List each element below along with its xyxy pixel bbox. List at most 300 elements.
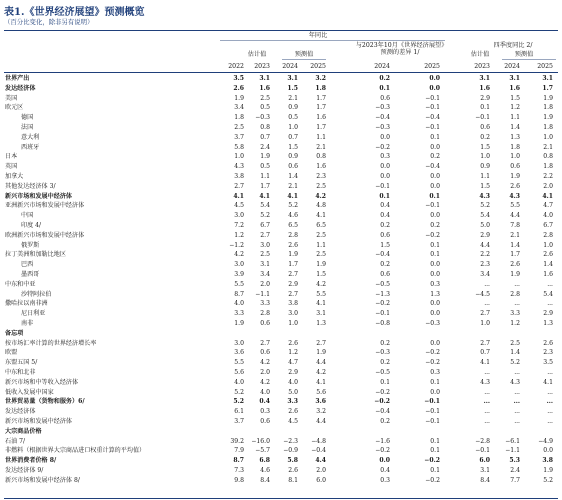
cell-value: 0.8 <box>543 153 553 161</box>
cell-value: 2.3 <box>480 261 490 269</box>
cell-value: 3.7 <box>234 418 244 425</box>
cell-value: 7.2 <box>234 222 244 229</box>
cell-value: 3.1 <box>259 75 270 82</box>
cell-value: −0.5 <box>375 280 390 288</box>
row-label: 美国 <box>5 94 18 102</box>
header-bottom-rule <box>4 72 558 73</box>
year-header: 2025 <box>537 63 553 70</box>
row-label: 欧洲新兴市场和发展中经济体 <box>5 231 85 239</box>
cell-value: −6.1 <box>505 437 520 445</box>
cell-value: 2.1 <box>288 182 298 190</box>
cell-value: 6.5 <box>316 222 326 229</box>
cell-value: 1.8 <box>234 114 244 122</box>
cell-value: −0.1 <box>424 398 440 406</box>
row-label: 中东和北非 <box>5 369 36 376</box>
cell-value: 0.1 <box>430 133 440 141</box>
cell-value: 1.6 <box>479 84 490 92</box>
cell-value: 9.8 <box>234 476 244 484</box>
cell-value: −4.8 <box>311 437 326 445</box>
cell-value: ... <box>514 280 520 288</box>
cell-value: 0.7 <box>288 133 298 141</box>
cell-value: 1.2 <box>234 231 244 239</box>
group-yoy-header: 年同比 <box>308 32 328 39</box>
cell-value: 0.1 <box>480 104 490 112</box>
table-row <box>0 250 562 259</box>
table-row <box>0 417 562 426</box>
cell-value: 1.1 <box>316 133 326 141</box>
cell-value: 1.7 <box>316 104 326 112</box>
cell-value: 1.8 <box>543 104 553 112</box>
cell-value: 2.4 <box>510 467 520 474</box>
cell-value: 1.7 <box>260 182 270 190</box>
cell-value: 2.7 <box>288 290 298 298</box>
row-label: 大宗商品价格 <box>5 427 42 435</box>
cell-value: 6.0 <box>479 457 490 465</box>
cell-value: 1.5 <box>287 84 298 92</box>
row-label: 中东和中亚 <box>5 280 36 288</box>
cell-value: 0.2 <box>380 339 390 347</box>
cell-value: 3.0 <box>288 310 298 318</box>
cell-value: 0.1 <box>430 378 440 386</box>
cell-value: −0.1 <box>375 310 390 318</box>
cell-value: 0.2 <box>430 222 440 229</box>
cell-value: 5.2 <box>233 398 244 406</box>
table-row <box>0 94 562 103</box>
cell-value: 1.0 <box>288 124 298 131</box>
cell-value: 0.7 <box>480 349 490 357</box>
cell-value: 1.6 <box>543 271 553 278</box>
cell-value: 3.0 <box>234 339 244 347</box>
cell-value: 3.8 <box>542 457 553 465</box>
cell-value: 0.1 <box>380 378 390 386</box>
cell-value: 0.0 <box>380 173 390 180</box>
cell-value: −0.2 <box>375 447 390 455</box>
row-label: 尼日利亚 <box>21 310 46 318</box>
cell-value: 0.9 <box>480 163 490 171</box>
cell-value: 1.8 <box>543 124 553 131</box>
cell-value: 1.1 <box>316 241 326 249</box>
cell-value: 0.8 <box>260 124 270 131</box>
cell-value: 4.1 <box>316 300 326 308</box>
cell-value: −0.1 <box>425 418 440 425</box>
cell-value: ... <box>513 398 520 406</box>
cell-value: 4.1 <box>542 192 553 200</box>
cell-value: 5.2 <box>260 212 270 220</box>
table-row <box>0 476 562 485</box>
cell-value: 0.2 <box>430 153 440 161</box>
cell-value: 2.1 <box>543 143 553 151</box>
table-row <box>0 192 562 201</box>
cell-value: 7.3 <box>234 467 244 474</box>
cell-value: 1.7 <box>510 251 520 259</box>
cell-value: 3.1 <box>480 467 490 474</box>
cell-value: −1.3 <box>375 290 390 298</box>
table-row <box>0 152 562 161</box>
table-row <box>0 123 562 132</box>
cell-value: 1.0 <box>510 153 520 161</box>
cell-value: ... <box>547 388 553 396</box>
cell-value: 1.9 <box>316 261 326 269</box>
cell-value: 5.5 <box>510 202 520 210</box>
cell-value: ... <box>514 418 520 425</box>
row-label: 欧元区 <box>5 104 24 112</box>
table-row <box>0 358 562 367</box>
cell-value: 4.8 <box>316 202 326 210</box>
table-row <box>0 113 562 122</box>
cell-value: 1.7 <box>542 84 553 92</box>
cell-value: 4.1 <box>316 378 326 386</box>
cell-value: 2.7 <box>234 182 244 190</box>
cell-value: ... <box>483 398 490 406</box>
cell-value: 2.8 <box>510 290 520 298</box>
cell-value: 5.3 <box>509 457 520 465</box>
cell-value: 6.7 <box>260 222 270 229</box>
cell-value: 1.0 <box>234 153 244 161</box>
cell-value: 2.7 <box>480 310 490 318</box>
cell-value: 2.9 <box>543 310 553 318</box>
cell-value: 0.1 <box>429 192 440 200</box>
q4-estimate-header: 估计值 <box>470 51 490 58</box>
cell-value: −0.3 <box>375 124 390 131</box>
cell-value: 5.0 <box>480 222 490 229</box>
cell-value: −0.8 <box>375 320 390 327</box>
row-label: 世界产出 <box>5 75 30 82</box>
cell-value: −0.4 <box>311 447 326 455</box>
year-header: 2024 <box>374 63 390 70</box>
cell-value: 2.0 <box>260 369 270 376</box>
cell-value: 3.4 <box>234 104 244 112</box>
year-header: 2024 <box>504 63 520 70</box>
cell-value: 1.1 <box>480 173 490 180</box>
cell-value: ... <box>484 418 490 425</box>
row-label: 巴西 <box>21 261 34 269</box>
cell-value: 0.0 <box>430 173 440 180</box>
cell-value: 2.1 <box>316 143 326 151</box>
cell-value: 0.6 <box>380 94 390 102</box>
cell-value: 5.8 <box>234 143 244 151</box>
cell-value: 4.7 <box>543 202 553 210</box>
table-row <box>0 378 562 387</box>
cell-value: −0.1 <box>425 104 440 112</box>
table-row <box>0 290 562 299</box>
cell-value: 4.3 <box>234 163 244 171</box>
cell-value: 4.1 <box>287 192 298 200</box>
cell-value: 2.5 <box>510 339 520 347</box>
cell-value: 2.5 <box>316 182 326 190</box>
year-header: 2023 <box>254 63 270 70</box>
cell-value: 5.6 <box>316 388 326 396</box>
row-label: 发达经济体 <box>5 408 36 416</box>
table-row <box>0 162 562 171</box>
cell-value: 0.0 <box>429 75 440 82</box>
cell-value: −0.3 <box>375 104 390 112</box>
cell-value: 5.2 <box>480 202 490 210</box>
cell-value: 2.9 <box>480 231 490 239</box>
cell-value: −4.5 <box>475 290 490 298</box>
cell-value: −0.4 <box>425 114 440 122</box>
table-row <box>0 437 562 446</box>
forecast-header: 预测值 <box>294 51 314 58</box>
cell-value: 4.4 <box>480 241 490 249</box>
cell-value: −1.6 <box>375 437 390 445</box>
cell-value: 0.0 <box>543 447 553 455</box>
cell-value: 2.6 <box>288 339 298 347</box>
cell-value: 4.3 <box>510 378 520 386</box>
cell-value: 3.6 <box>315 398 326 406</box>
row-label: 俄罗斯 <box>21 241 40 249</box>
cell-value: −0.3 <box>255 114 270 122</box>
cell-value: 3.3 <box>234 310 244 318</box>
cell-value: 5.5 <box>316 290 326 298</box>
cell-value: −0.2 <box>374 398 390 406</box>
cell-value: 1.9 <box>316 349 326 357</box>
cell-value: 3.8 <box>288 300 298 308</box>
cell-value: −1.1 <box>255 290 270 298</box>
cell-value: 5.4 <box>480 212 490 220</box>
group-yoy-rule <box>220 40 445 41</box>
table-row <box>0 103 562 112</box>
cell-value: 0.0 <box>430 143 440 151</box>
cell-value: 0.8 <box>316 153 326 161</box>
cell-value: 3.0 <box>234 212 244 220</box>
cell-value: 0.5 <box>260 104 270 112</box>
cell-value: 4.4 <box>315 457 326 465</box>
cell-value: 0.4 <box>380 467 390 474</box>
cell-value: 2.6 <box>510 182 520 190</box>
cell-value: 2.7 <box>288 271 298 278</box>
row-label: 发达经济体 <box>5 84 36 92</box>
cell-value: 6.1 <box>234 408 244 416</box>
cell-value: 8.7 <box>233 457 244 465</box>
cell-value: 3.1 <box>509 75 520 82</box>
cell-value: 4.2 <box>260 359 270 367</box>
cell-value: 1.9 <box>543 467 553 474</box>
cell-value: 3.3 <box>287 398 298 406</box>
cell-value: ... <box>547 418 553 425</box>
cell-value: 0.0 <box>380 163 390 171</box>
cell-value: 2.5 <box>260 251 270 259</box>
table-row <box>0 221 562 230</box>
table-row <box>0 446 562 455</box>
cell-value: 1.5 <box>316 271 326 278</box>
cell-value: 2.5 <box>316 251 326 259</box>
cell-value: 6.0 <box>316 476 326 484</box>
table-row <box>0 270 562 279</box>
cell-value: 1.3 <box>316 320 326 327</box>
cell-value: 2.0 <box>316 467 326 474</box>
year-header: 2025 <box>310 63 326 70</box>
cell-value: 3.9 <box>234 271 244 278</box>
cell-value: 0.0 <box>430 182 440 190</box>
table-row <box>0 280 562 289</box>
cell-value: 6.8 <box>259 457 270 465</box>
cell-value: 3.2 <box>315 75 326 82</box>
cell-value: 1.9 <box>234 94 244 102</box>
cell-value: ... <box>547 369 553 376</box>
cell-value: 0.3 <box>380 153 390 161</box>
cell-value: 7.9 <box>234 447 244 455</box>
cell-value: 4.0 <box>543 212 553 220</box>
cell-value: 0.4 <box>380 212 390 220</box>
cell-value: 0.5 <box>260 163 270 171</box>
cell-value: −0.1 <box>425 202 440 210</box>
cell-value: 4.4 <box>316 359 326 367</box>
table-row <box>0 388 562 397</box>
cell-value: −0.1 <box>425 408 440 416</box>
cell-value: ... <box>547 408 553 416</box>
cell-value: 0.9 <box>288 153 298 161</box>
row-label: 东盟五国 5/ <box>5 359 38 367</box>
cell-value: 0.6 <box>380 231 390 239</box>
cell-value: 0.4 <box>259 398 270 406</box>
cell-value: −0.2 <box>375 300 390 308</box>
cell-value: 4.0 <box>234 300 244 308</box>
cell-value: 1.4 <box>543 261 553 269</box>
cell-value: 4.0 <box>288 378 298 386</box>
cell-value: −0.2 <box>425 359 440 367</box>
cell-value: 1.5 <box>380 241 390 249</box>
cell-value: 0.1 <box>379 192 390 200</box>
table-bottom-rule <box>4 498 558 499</box>
cell-value: 1.6 <box>316 114 326 122</box>
cell-value: 0.1 <box>430 437 440 445</box>
row-label: 低收入发展中国家 <box>5 388 54 396</box>
cell-value: ... <box>484 280 490 288</box>
cell-value: 4.0 <box>260 388 270 396</box>
cell-value: 5.4 <box>543 290 553 298</box>
cell-value: 4.4 <box>510 212 520 220</box>
cell-value: 2.9 <box>288 280 298 288</box>
cell-value: 3.5 <box>233 75 244 82</box>
cell-value: 3.7 <box>234 133 244 141</box>
year-header: 2023 <box>474 63 490 70</box>
row-label: 意大利 <box>21 133 40 141</box>
cell-value: ... <box>546 398 553 406</box>
cell-value: 0.2 <box>480 133 490 141</box>
cell-value: −0.4 <box>375 114 390 122</box>
cell-value: 8.1 <box>288 476 298 484</box>
cell-value: −4.9 <box>538 437 553 445</box>
row-label: 撒哈拉以南非洲 <box>5 300 48 308</box>
row-label: 加拿大 <box>5 173 24 180</box>
cell-value: 1.0 <box>288 320 298 327</box>
cell-value: −2.3 <box>283 437 298 445</box>
cell-value: 1.9 <box>260 153 270 161</box>
cell-value: 2.2 <box>543 173 553 180</box>
cell-value: −16.0 <box>251 437 270 445</box>
cell-value: 5.2 <box>288 202 298 210</box>
cell-value: 0.3 <box>260 408 270 416</box>
cell-value: 1.9 <box>288 251 298 259</box>
row-label: 印度 4/ <box>21 222 42 229</box>
cell-value: 1.1 <box>510 114 520 122</box>
table-row <box>0 201 562 210</box>
cell-value: 3.4 <box>480 271 490 278</box>
cell-value: 1.8 <box>543 163 553 171</box>
cell-value: 4.1 <box>233 192 244 200</box>
table-row <box>0 466 562 475</box>
cell-value: 0.6 <box>480 124 490 131</box>
table-row <box>0 172 562 181</box>
cell-value: 5.5 <box>234 359 244 367</box>
cell-value: 3.3 <box>510 310 520 318</box>
table-row <box>0 182 562 191</box>
cell-value: 2.2 <box>480 251 490 259</box>
cell-value: 0.7 <box>260 133 270 141</box>
cell-value: 3.0 <box>234 261 244 269</box>
cell-value: 1.0 <box>543 241 553 249</box>
cell-value: 0.3 <box>430 280 440 288</box>
table-row <box>0 211 562 220</box>
cell-value: 2.5 <box>260 94 270 102</box>
row-label: 西班牙 <box>21 143 40 151</box>
table-row <box>0 368 562 377</box>
cell-value: 0.0 <box>430 339 440 347</box>
cell-value: 4.6 <box>260 467 270 474</box>
cell-value: 8.4 <box>260 476 270 484</box>
table-row <box>0 348 562 357</box>
cell-value: 0.2 <box>380 261 390 269</box>
row-label: 世界消费者价格 8/ <box>5 457 57 465</box>
cell-value: 0.0 <box>430 300 440 308</box>
cell-value: 2.8 <box>543 231 553 239</box>
cell-value: −1.1 <box>505 447 520 455</box>
row-label: 其他发达经济体 3/ <box>5 182 56 190</box>
cell-value: 1.5 <box>480 143 490 151</box>
row-label: 新兴市场和发展中经济体 8/ <box>5 476 80 484</box>
cell-value: 6.7 <box>543 222 553 229</box>
row-label: 亚洲新兴市场和发展中经济体 <box>5 202 85 210</box>
table-row <box>0 143 562 152</box>
q4-forecast-header: 预测值 <box>514 51 534 58</box>
cell-value: 4.3 <box>479 192 490 200</box>
cell-value: 2.0 <box>543 182 553 190</box>
cell-value: 2.9 <box>288 369 298 376</box>
cell-value: 7.8 <box>510 222 520 229</box>
row-label: 中国 <box>21 212 34 220</box>
cell-value: 0.4 <box>380 202 390 210</box>
cell-value: 1.3 <box>430 290 440 298</box>
cell-value: 4.4 <box>316 418 326 425</box>
cell-value: 4.6 <box>288 212 298 220</box>
table-row <box>0 309 562 318</box>
group-diff-header: 与2023年10月《世界经济展望》预测的差异 1/ <box>355 42 445 57</box>
row-label: 石油 7/ <box>5 437 26 445</box>
cell-value: ... <box>514 408 520 416</box>
cell-value: 5.2 <box>510 359 520 367</box>
cell-value: 1.8 <box>510 143 520 151</box>
cell-value: 0.6 <box>510 163 520 171</box>
cell-value: 3.1 <box>479 75 490 82</box>
cell-value: 2.7 <box>480 339 490 347</box>
table-row <box>0 84 562 93</box>
cell-value: 3.1 <box>287 75 298 82</box>
cell-value: 2.1 <box>510 231 520 239</box>
table-row <box>0 427 562 436</box>
cell-value: 1.7 <box>316 94 326 102</box>
cell-value: 1.9 <box>234 320 244 327</box>
cell-value: −0.2 <box>424 457 440 465</box>
cell-value: −0.1 <box>475 447 490 455</box>
cell-value: 1.0 <box>543 133 553 141</box>
cell-value: 2.5 <box>234 124 244 131</box>
row-label: 世界贸易量（货物和服务）6/ <box>5 398 85 406</box>
row-label: 备忘项 <box>5 329 24 337</box>
cell-value: −0.2 <box>375 388 390 396</box>
cell-value: −0.5 <box>375 369 390 376</box>
cell-value: 3.6 <box>234 349 244 357</box>
cell-value: 5.6 <box>234 369 244 376</box>
